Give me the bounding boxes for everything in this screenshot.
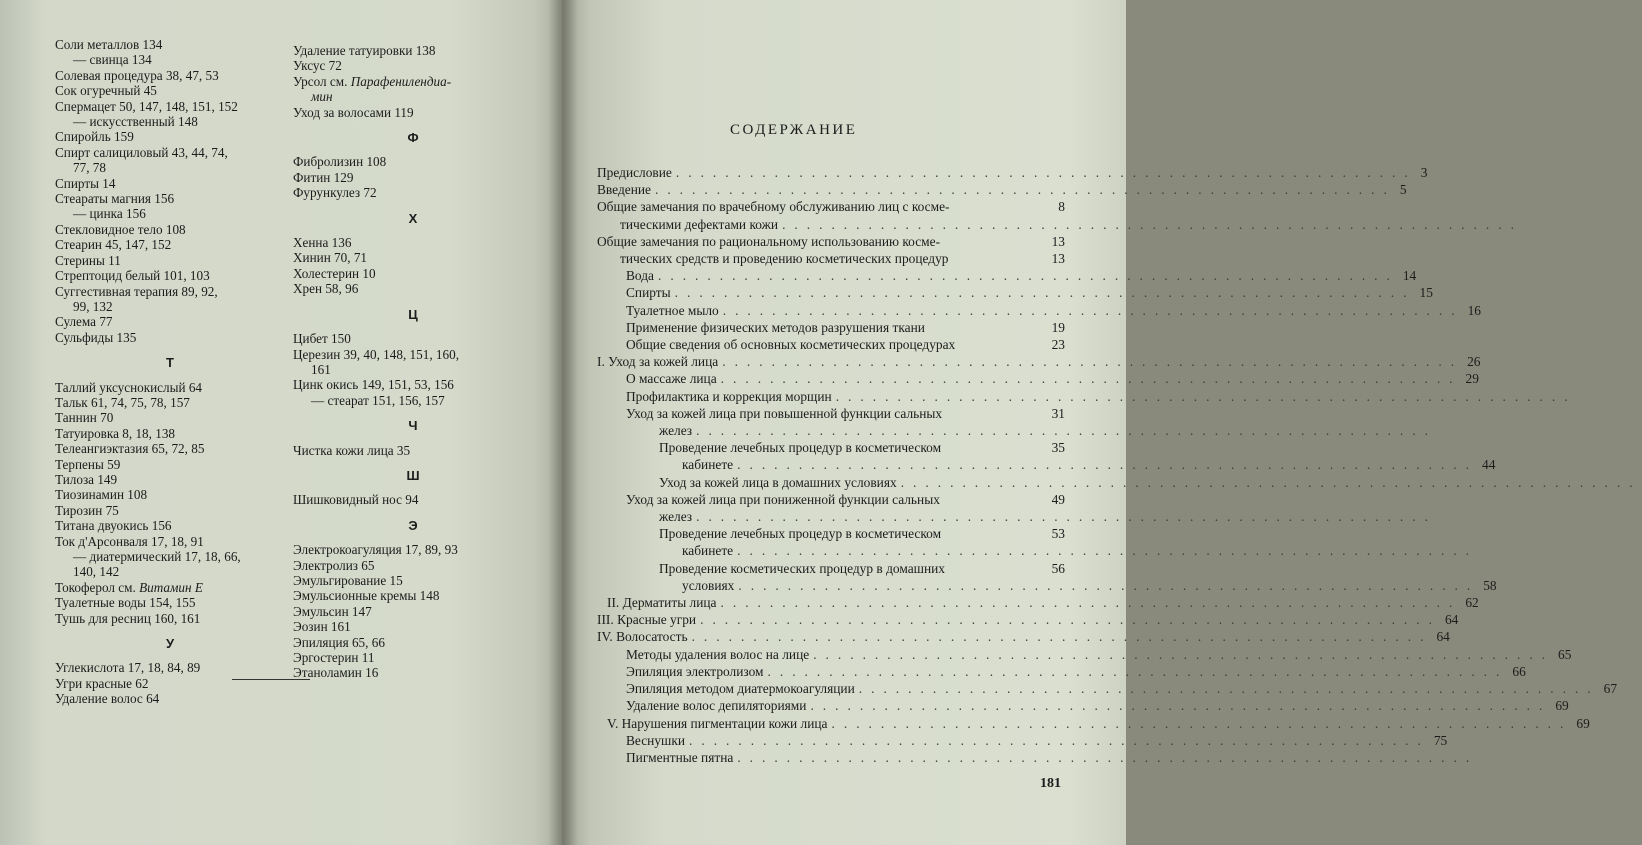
index-entry xyxy=(293,266,533,281)
index-entry xyxy=(55,380,285,395)
toc-entry-title: Общие замечания по врачебному обслуживанию лиц с косме- xyxy=(597,199,950,215)
index-entry-text: 161 xyxy=(311,361,331,377)
toc-entry-title: III. Красные угри xyxy=(597,612,697,628)
toc-leader: ............................................................ xyxy=(738,577,1480,593)
index-letter-heading: Ч xyxy=(408,418,418,434)
toc-entry-title: Применение физических методов разрушения ткани xyxy=(626,319,925,335)
index-entry-text: Спирты 14 xyxy=(55,175,116,191)
toc-entry-title: Введение xyxy=(597,182,651,198)
toc-leader: ............................................................ xyxy=(658,268,1399,284)
toc-entry-title: Пигментные пятна xyxy=(626,749,734,765)
toc-entry-title: Проведение лечебных процедур в косметическом xyxy=(659,440,942,456)
index-entry xyxy=(293,89,533,104)
toc-page-number: 44 xyxy=(1482,457,1496,473)
toc-entry-title: условиях xyxy=(682,577,735,593)
toc-entry-title: тическими дефектами кожи xyxy=(620,216,779,232)
index-entry xyxy=(55,129,285,144)
toc-row xyxy=(597,302,1481,319)
index-entry-text: Эмульсин 147 xyxy=(293,603,372,619)
index-entry-text: 140, 142 xyxy=(73,564,120,580)
toc-page-number: 8 xyxy=(1058,199,1065,215)
toc-page-number: 19 xyxy=(1051,319,1065,335)
index-entry xyxy=(293,542,533,557)
index-entry xyxy=(55,472,285,487)
index-entry xyxy=(55,611,285,626)
toc-page-number: 15 xyxy=(1419,285,1433,301)
index-entry xyxy=(55,176,285,191)
toc-entry-title: II. Дерматиты лица xyxy=(607,595,717,611)
toc-entry-title: IV. Волосатость xyxy=(597,629,688,645)
index-entry xyxy=(55,99,285,114)
toc-page-number: 69 xyxy=(1555,698,1569,714)
index-entry xyxy=(293,74,533,89)
index-entry-text: Эмульгирование 15 xyxy=(293,572,403,588)
toc-row xyxy=(597,336,1065,353)
index-entry-text: Эмульсионные кремы 148 xyxy=(293,588,440,604)
index-entry-text: Углекислота 17, 18, 84, 89 xyxy=(55,660,201,676)
toc-leader: ............................................................ xyxy=(720,595,1462,611)
index-entry xyxy=(55,268,285,283)
index-entry-text: Соли металлов 134 xyxy=(55,37,163,52)
index-entry-reference: Парафенилендиа- xyxy=(350,73,452,89)
toc-page-number: 3 xyxy=(1420,165,1428,180)
toc-entry-title: Профилактика и коррекция морщин xyxy=(626,388,832,404)
toc-leader: ............................................................ xyxy=(737,457,1478,473)
index-entry xyxy=(293,154,533,169)
left-page xyxy=(0,0,562,845)
toc-leader: ............................................................ xyxy=(722,354,1464,370)
toc-leader: ............................................................ xyxy=(696,423,1437,439)
index-entry-text: Тальк 61, 74, 75, 78, 157 xyxy=(55,394,190,410)
toc-entry-title: желез xyxy=(659,509,693,525)
index-column-1 xyxy=(55,37,285,707)
toc-entry-title: Уход за кожей лица при повышенной функции сальных xyxy=(626,405,943,421)
index-entry-reference: Витамин Е xyxy=(139,579,203,595)
toc-entry-title: V. Нарушения пигментации кожи лица xyxy=(607,715,828,731)
toc-row xyxy=(597,525,1065,542)
index-entry-text: Татуировка 8, 18, 138 xyxy=(55,425,176,441)
index-entry-text: Ток д'Арсонваля 17, 18, 91 xyxy=(55,533,204,549)
toc-row xyxy=(597,474,1642,491)
toc-page-number: 53 xyxy=(1051,526,1065,542)
toc-leader: ............................................................ xyxy=(674,285,1416,301)
index-entry-text: Удаление волос 64 xyxy=(55,691,160,707)
index-letter-heading: У xyxy=(165,636,175,652)
index-entry-text: Солевая процедура 38, 47, 53 xyxy=(55,67,219,83)
end-rule xyxy=(232,679,310,680)
index-entry-text: — свинца 134 xyxy=(73,52,152,68)
toc-entry-title: Уход за кожей лица в домашних условиях xyxy=(659,474,897,490)
index-entry xyxy=(55,222,285,237)
index-entry-text: Спермацет 50, 147, 148, 151, 152 xyxy=(55,98,238,114)
index-entry xyxy=(55,145,285,160)
index-entry-text: Спирт салициловый 43, 44, 74, xyxy=(55,144,228,160)
toc-entry-title: кабинете xyxy=(682,457,734,473)
index-entry xyxy=(55,595,285,610)
toc-page-number: 58 xyxy=(1483,577,1497,593)
page-number: 181 xyxy=(1040,776,1061,791)
index-entry xyxy=(293,362,533,377)
toc-row xyxy=(597,216,1523,233)
toc-row xyxy=(597,560,1065,577)
toc-row xyxy=(597,267,1417,284)
toc-title: СОДЕРЖАНИЕ xyxy=(730,122,858,138)
index-entry xyxy=(55,52,285,67)
toc-row xyxy=(597,732,1448,749)
index-entry-text: Чистка кожи лица 35 xyxy=(293,442,411,458)
index-letter-heading: Т xyxy=(166,355,174,371)
toc-page-number: 75 xyxy=(1433,732,1448,748)
toc-entry-title: Эпиляция методом диатермокоагуляции xyxy=(626,681,855,697)
toc-row xyxy=(597,715,1590,732)
index-entry xyxy=(55,487,285,502)
toc-entry-title: желез xyxy=(659,423,693,439)
index-entry xyxy=(293,281,533,296)
toc-row xyxy=(597,628,1450,645)
index-entry-text: Сок огуречный 45 xyxy=(55,83,157,99)
index-entry xyxy=(55,37,285,52)
index-entry xyxy=(55,330,285,345)
index-entry xyxy=(293,443,533,458)
toc-page-number: 62 xyxy=(1465,595,1479,611)
index-entry xyxy=(293,377,533,392)
index-entry-text: Электрокоагуляция 17, 89, 93 xyxy=(293,542,458,558)
index-entry xyxy=(293,665,533,680)
index-entry xyxy=(55,518,285,533)
index-entry-text: Эргостерин 11 xyxy=(293,650,375,665)
index-entry xyxy=(293,604,533,619)
index-entry-text: Эозин 161 xyxy=(293,619,351,635)
toc-leader: ............................................................ xyxy=(654,182,1396,198)
index-entry-text: — искусственный 148 xyxy=(73,114,198,130)
toc-leader: ............................................................ xyxy=(689,732,1430,748)
index-entry-text: Титана двуокись 156 xyxy=(55,518,172,534)
index-entry-text: Эпиляция 65, 66 xyxy=(293,634,385,650)
toc-entry-title: Предисловие xyxy=(597,165,672,180)
index-entry xyxy=(55,503,285,518)
index-entry xyxy=(293,331,533,346)
toc-row xyxy=(597,164,1428,181)
book-spine xyxy=(548,0,578,845)
toc-row xyxy=(597,370,1479,387)
toc-row xyxy=(597,198,1065,215)
index-entry-text: Тирозин 75 xyxy=(55,502,119,518)
toc-leader: ............................................................ xyxy=(831,715,1573,731)
index-entry xyxy=(293,588,533,603)
toc-row xyxy=(597,680,1618,697)
index-letter-heading: Ш xyxy=(406,467,420,483)
index-entry-text: — диатермический 17, 18, 66, xyxy=(73,549,241,564)
toc-entry-title: Общие замечания по рациональному использованию космe- xyxy=(597,233,941,249)
toc-page-number: 31 xyxy=(1051,405,1065,421)
index-entry-text: Урсол см. xyxy=(293,73,351,89)
toc-row xyxy=(597,646,1572,663)
toc-page-number: 56 xyxy=(1051,560,1065,576)
index-entry-text: Таннин 70 xyxy=(55,410,114,426)
toc-row xyxy=(597,181,1407,198)
toc-page-number: 13 xyxy=(1051,251,1065,267)
index-entry-text: Стекловидное тело 108 xyxy=(55,221,186,237)
index-entry xyxy=(55,314,285,329)
index-entry-text: Телеангиэктазия 65, 72, 85 xyxy=(55,441,205,457)
index-entry-text: Стеараты магния 156 xyxy=(55,191,175,207)
index-entry xyxy=(55,426,285,441)
index-entry xyxy=(55,580,285,595)
toc-leader: ............................................................ xyxy=(782,216,1523,232)
toc-entry-title: Туалетное мыло xyxy=(626,302,719,318)
toc-leader: ............................................................ xyxy=(675,165,1417,180)
index-entry-text: Удаление татуировки 138 xyxy=(293,43,436,58)
index-entry-text: Цибет 150 xyxy=(293,331,351,347)
toc-page-number: 16 xyxy=(1467,302,1481,318)
toc-entry-title: Общие сведения об основных косметических процедурах xyxy=(626,337,956,353)
toc-page-number: 64 xyxy=(1436,629,1450,645)
index-entry-text: Стерины 11 xyxy=(55,252,121,268)
index-entry-reference: мин xyxy=(311,89,333,105)
index-entry-text: Тиозинамин 108 xyxy=(55,487,148,503)
toc-entry-title: I. Уход за кожей лица xyxy=(597,354,719,370)
index-column-2 xyxy=(293,43,533,681)
toc-entry-title: Уход за кожей лица при пониженной функции сальных xyxy=(626,491,940,507)
toc-row xyxy=(597,663,1526,680)
toc-row xyxy=(597,491,1065,508)
toc-leader: ............................................................ xyxy=(767,663,1509,679)
index-entry-text: Хрен 58, 96 xyxy=(293,281,359,297)
toc-leader: ............................................................ xyxy=(720,371,1462,387)
index-entry-text: Электролиз 65 xyxy=(293,557,375,573)
index-entry-text: 99, 132 xyxy=(73,298,113,314)
toc-entry-title: Спирты xyxy=(626,285,671,301)
index-entry xyxy=(293,105,533,120)
toc-leader: ............................................................ xyxy=(900,474,1642,490)
toc-leader: ............................................................ xyxy=(858,681,1600,697)
index-entry xyxy=(55,410,285,425)
index-entry-text: Терпены 59 xyxy=(55,456,121,472)
toc-leader: ............................................................ xyxy=(737,749,1479,765)
index-entry xyxy=(55,68,285,83)
toc-leader: ............................................................ xyxy=(722,302,1464,318)
toc-page-number: 35 xyxy=(1051,440,1065,456)
index-entry xyxy=(55,457,285,472)
index-entry xyxy=(55,691,285,706)
toc-row xyxy=(597,439,1065,456)
index-entry xyxy=(293,347,533,362)
toc-row xyxy=(597,233,1065,250)
index-entry-text: Фитин 129 xyxy=(293,169,354,185)
toc-row xyxy=(597,405,1065,422)
toc-row xyxy=(597,388,1577,405)
toc-page-number: 65 xyxy=(1558,646,1572,662)
index-entry xyxy=(293,558,533,573)
index-entry-text: Стеарин 45, 147, 152 xyxy=(55,237,172,253)
index-entry-text: Уксус 72 xyxy=(293,58,342,74)
index-entry xyxy=(55,237,285,252)
toc-row xyxy=(597,250,1065,267)
index-entry-text: 77, 78 xyxy=(73,160,106,176)
index-entry xyxy=(55,160,285,175)
index-entry xyxy=(293,170,533,185)
index-entry-text: Туалетные воды 154, 155 xyxy=(55,595,196,611)
toc-row xyxy=(597,611,1459,628)
toc-entry-title: Удаление волос депиляториями xyxy=(626,698,807,714)
index-entry xyxy=(293,250,533,265)
index-entry-text: Хинин 70, 71 xyxy=(293,250,368,266)
index-entry-text: Сулема 77 xyxy=(55,314,113,330)
toc-row xyxy=(597,422,1437,439)
toc-leader: ............................................................ xyxy=(810,698,1552,714)
toc-row xyxy=(597,749,1479,766)
index-entry xyxy=(293,573,533,588)
toc-row xyxy=(597,456,1496,473)
index-entry xyxy=(55,564,285,579)
toc-page-number: 49 xyxy=(1051,491,1065,507)
index-letter-heading: Э xyxy=(408,517,418,533)
toc-entry-title: Проведение косметических процедур в домашних xyxy=(659,560,945,576)
toc-entry-title: Вода xyxy=(626,268,654,284)
index-entry xyxy=(293,650,533,665)
index-entry xyxy=(293,393,533,408)
toc-leader: ............................................................ xyxy=(813,646,1555,662)
index-entry xyxy=(293,43,533,58)
toc-page-number: 13 xyxy=(1051,233,1065,249)
toc-leader: ............................................................ xyxy=(737,543,1478,559)
toc-page-number: 23 xyxy=(1051,337,1065,353)
toc-leader: ............................................................ xyxy=(696,509,1437,525)
index-entry-text: Стрептоцид белый 101, 103 xyxy=(55,268,210,284)
index-entry-text: Цинк окись 149, 151, 53, 156 xyxy=(293,377,454,393)
toc-row xyxy=(597,594,1479,611)
toc-row xyxy=(597,284,1433,301)
index-entry-text: Токоферол см. xyxy=(55,579,140,595)
index-letter-heading: Ц xyxy=(408,306,418,322)
toc-entry-title: Веснушки xyxy=(626,732,685,748)
toc-page-number: 14 xyxy=(1402,268,1417,284)
toc-entry-title: О массаже лица xyxy=(626,371,717,387)
toc-leader: ............................................................ xyxy=(700,612,1441,628)
index-entry-text: — цинка 156 xyxy=(73,206,146,222)
index-entry-text: Шишковидный нос 94 xyxy=(293,492,419,508)
index-entry xyxy=(293,492,533,507)
index-entry-text: Тушь для ресниц 160, 161 xyxy=(55,610,201,626)
index-entry xyxy=(293,619,533,634)
toc-leader: ............................................................ xyxy=(691,629,1433,645)
toc-row xyxy=(597,542,1478,559)
toc-entry-title: Методы удаления волос на лице xyxy=(626,646,810,662)
table-of-contents xyxy=(597,164,1642,766)
toc-entry-title: Эпиляция электролизом xyxy=(626,663,764,679)
index-letter-heading: Х xyxy=(408,210,418,226)
index-entry xyxy=(55,83,285,98)
index-entry xyxy=(55,299,285,314)
index-entry-text: Суггестивная терапия 89, 92, xyxy=(55,283,218,299)
toc-page-number: 69 xyxy=(1576,715,1590,731)
toc-entry-title: Проведение лечебных процедур в косметическом xyxy=(659,526,942,542)
toc-page-number: 26 xyxy=(1467,354,1481,370)
index-entry-text: Церезин 39, 40, 148, 151, 160, xyxy=(293,346,459,362)
toc-page-number: 67 xyxy=(1603,681,1618,697)
toc-page-number: 64 xyxy=(1444,612,1459,628)
index-entry xyxy=(55,534,285,549)
index-entry xyxy=(55,441,285,456)
index-entry xyxy=(55,660,285,675)
toc-page-number: 29 xyxy=(1465,371,1479,387)
index-entry xyxy=(55,284,285,299)
toc-entry-title: кабинете xyxy=(682,543,734,559)
index-entry xyxy=(55,206,285,221)
index-entry-text: Фурункулез 72 xyxy=(293,185,377,201)
index-entry xyxy=(55,549,285,564)
index-entry xyxy=(293,185,533,200)
toc-page-number: 66 xyxy=(1512,663,1526,679)
toc-entry-title: тических средств и проведению косметических процедур xyxy=(620,251,949,267)
index-entry-text: Хенна 136 xyxy=(293,235,352,251)
index-entry xyxy=(293,58,533,73)
index-entry xyxy=(55,114,285,129)
index-entry-text: Таллий уксуснокислый 64 xyxy=(55,379,203,395)
index-entry-text: Сульфиды 135 xyxy=(55,329,137,345)
index-entry xyxy=(55,253,285,268)
toc-row xyxy=(597,697,1569,714)
index-entry-text: Холестерин 10 xyxy=(293,265,376,281)
index-letter-heading: Ф xyxy=(407,130,419,146)
index-entry-text: Тилоза 149 xyxy=(55,471,118,487)
index-entry xyxy=(293,235,533,250)
toc-page-number: 5 xyxy=(1399,182,1407,198)
toc-row xyxy=(597,353,1481,370)
index-entry-text: Спиройль 159 xyxy=(55,129,134,145)
index-entry xyxy=(55,395,285,410)
toc-leader: ............................................................ xyxy=(835,388,1577,404)
toc-row xyxy=(597,319,1065,336)
index-entry-text: Этаноламин 16 xyxy=(293,665,379,681)
toc-row xyxy=(597,577,1497,594)
index-entry xyxy=(55,191,285,206)
index-entry-text: — стеарат 151, 156, 157 xyxy=(311,392,445,408)
index-entry-text: Уход за волосами 119 xyxy=(293,104,414,120)
toc-row xyxy=(597,508,1437,525)
index-entry xyxy=(293,635,533,650)
index-entry-text: Фибролизин 108 xyxy=(293,154,387,170)
index-entry-text: Угри красные 62 xyxy=(55,675,149,691)
